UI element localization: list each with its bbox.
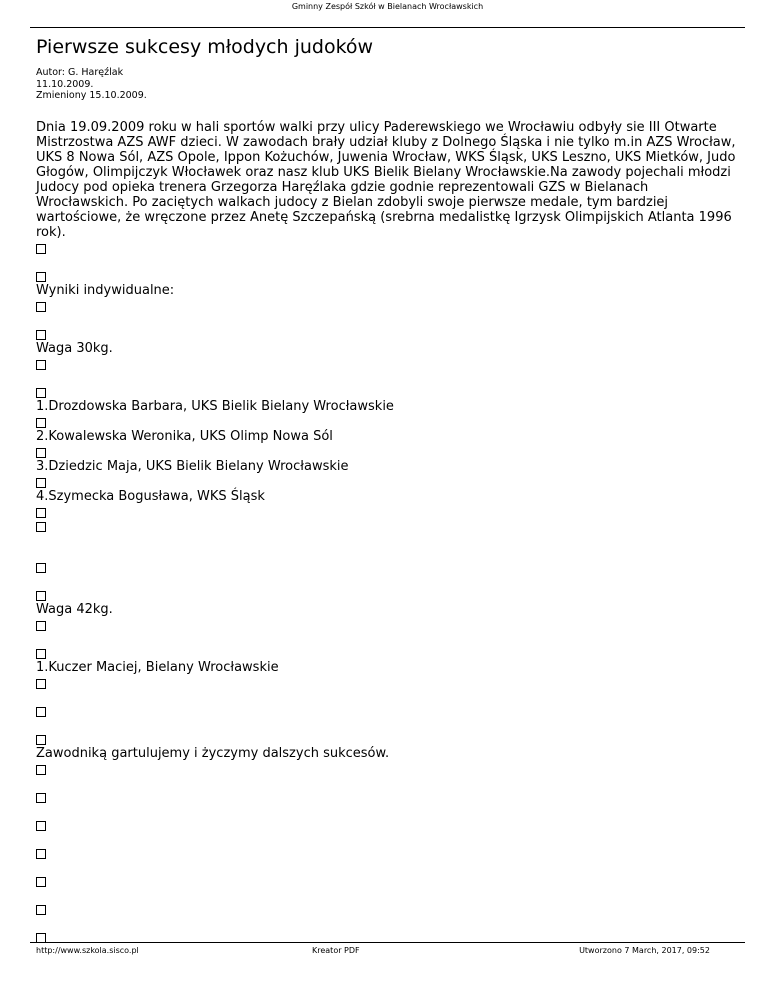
results-heading: Wyniki indywidualne: — [36, 283, 175, 298]
footer-created: Utworzono 7 March, 2017, 09:52 — [579, 946, 710, 955]
page-header: Gminny Zespół Szkół w Bielanach Wrocławskich — [291, 2, 484, 11]
broken-image-icon — [36, 765, 46, 775]
intro-paragraph: Dnia 19.09.2009 roku w hali sportów walki przy ulicy Paderewskiego we Wrocławiu odbyły sie III Otwarte Mistrzostwa AZS AWF dzieci. W zawodach brały udział kluby z Dolnego Śląska i nie tylko m.in AZS Wrocław, UKS 8 Nowa Sól, AZS Opole, Ippon Kożuchów, Juwenia Wrocław, WKS Śląsk, UKS Leszno, UKS Mietków, Judo Głogów, Olimpijczyk Włocławek oraz nasz klub UKS Bielik Bielany Wrocławskie.Na zawody pojechali młodzi Judocy pod opieka trenera Grzegorza Haręźlaka gdzie godnie reprezentowali GZS w Bielanach Wrocławskich. Po zaciętych walkach judocy z Bielan zdobyli swoje pierwsze medale, tym bardziej wartościowe, że wręczone przez Anetę Szczepańską (srebrna medalistkę Igrzysk Olimpijskich Atlanta 1996 rok). — [36, 120, 736, 240]
footer-generator: Kreator PDF — [312, 946, 360, 955]
article-meta — [36, 67, 147, 102]
broken-image-icon — [36, 591, 46, 601]
weight-category-30: Waga 30kg. — [36, 341, 113, 356]
result-item: 3.Dziedzic Maja, UKS Bielik Bielany Wrocławskie — [36, 459, 349, 474]
result-item: 2.Kowalewska Weronika, UKS Olimp Nowa Sól — [36, 429, 333, 444]
broken-image-icon — [36, 563, 46, 573]
weight-category-42: Waga 42kg. — [36, 602, 113, 617]
header-rule — [30, 27, 745, 28]
broken-image-icon — [36, 821, 46, 831]
broken-image-icon — [36, 735, 46, 745]
article-body — [36, 120, 736, 944]
broken-image-icon — [36, 649, 46, 659]
broken-image-icon — [36, 388, 46, 398]
article-title: Pierwsze sukcesy młodych judoków — [36, 36, 374, 58]
footer-rule — [30, 942, 745, 943]
broken-image-icon — [36, 707, 46, 717]
broken-image-icon — [36, 877, 46, 887]
broken-image-icon — [36, 849, 46, 859]
broken-image-icon — [36, 508, 46, 518]
date-line: 11.10.2009. — [36, 78, 94, 90]
result-item: 4.Szymecka Bogusława, WKS Śląsk — [36, 489, 265, 504]
result-item: 1.Drozdowska Barbara, UKS Bielik Bielany Wrocławskie — [36, 399, 394, 414]
broken-image-icon — [36, 679, 46, 689]
footer-url: http://www.szkola.sisco.pl — [36, 946, 139, 955]
closing-text: Zawodniką gartulujemy i życzymy dalszych sukcesów. — [36, 746, 390, 761]
author-line: Autor: G. Haręźlak — [36, 67, 124, 78]
broken-image-icon — [36, 244, 46, 254]
broken-image-icon — [36, 360, 46, 370]
broken-image-icon — [36, 905, 46, 915]
broken-image-icon — [36, 302, 46, 312]
broken-image-icon — [36, 793, 46, 803]
broken-image-icon — [36, 522, 46, 532]
broken-image-icon — [36, 418, 46, 428]
modified-line: Zmieniony 15.10.2009. — [36, 90, 147, 101]
broken-image-icon — [36, 330, 46, 340]
broken-image-icon — [36, 621, 46, 631]
broken-image-icon — [36, 478, 46, 488]
broken-image-icon — [36, 272, 46, 282]
broken-image-icon — [36, 448, 46, 458]
result-item: 1.Kuczer Maciej, Bielany Wrocławskie — [36, 660, 279, 675]
